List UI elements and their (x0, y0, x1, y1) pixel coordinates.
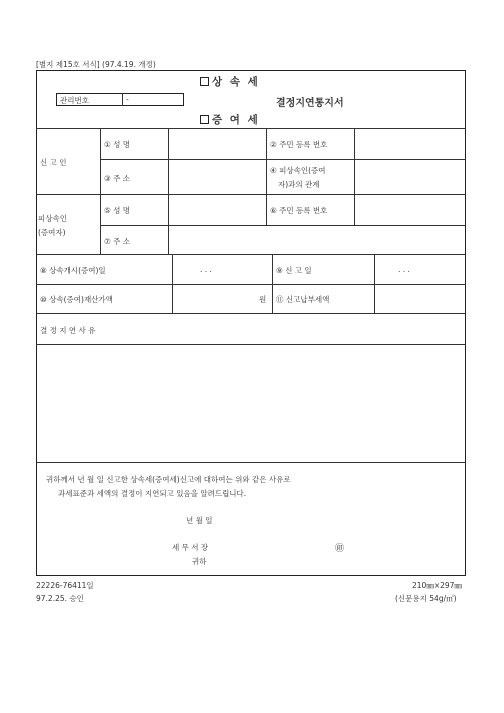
management-number-value[interactable]: - (126, 95, 129, 104)
notice-date: 년 월 일 (186, 516, 213, 525)
report-date-field[interactable]: . . . (398, 265, 410, 274)
management-number-label: 관리번호 (60, 96, 89, 105)
reporter-relation-field[interactable] (356, 161, 464, 192)
reporter-name-field[interactable] (170, 130, 264, 157)
notice-text-line-1: 귀하께서 년 월 일 신고한 상속세(증여세)신고에 대하여는 위와 같은 사유로 (46, 475, 291, 484)
decedent-name-field[interactable] (170, 196, 264, 223)
seal-icon: ㊞ (335, 544, 345, 554)
reporter-rrn-label: ② 주민 등록 번호 (270, 140, 328, 149)
notice-text-line-2: 과세표준과 세액의 결정이 지연되고 있음을 알려드립니다. (58, 489, 247, 498)
checkbox-inheritance-tax[interactable] (200, 77, 209, 86)
paper-type: (신문용지 54g/㎡) (395, 594, 457, 603)
form-main-title: 결정지연통지서 (276, 98, 344, 109)
title-inheritance-tax: 상 속 세 (200, 74, 260, 89)
reporter-relation-label-2: 자)과의 관계 (278, 180, 320, 189)
start-date-label: ⑧ 상속개시(증여)일 (40, 266, 106, 275)
form-reference: [별지 제15호 서식] (97.4.19. 개정) (36, 60, 156, 69)
decedent-name-label: ⑤ 성 명 (104, 206, 130, 215)
delay-reason-label: 결 정 지 연 사 유 (40, 326, 96, 335)
decedent-rrn-field[interactable] (356, 196, 464, 223)
paper-size: 210㎜×297㎜ (412, 581, 462, 590)
form-code: 22226-76411일 (36, 581, 94, 590)
reporter-section-label: 신 고 인 (40, 158, 67, 167)
reporter-rrn-field[interactable] (356, 130, 464, 157)
decedent-section-label-2: (증여자) (38, 228, 66, 237)
tax-office-chief: 세 무 서 장 (172, 543, 209, 552)
decedent-address-field[interactable] (170, 227, 464, 252)
decedent-rrn-label: ⑥ 주민 등록 번호 (270, 206, 328, 215)
reporter-address-label: ③ 주 소 (104, 174, 130, 183)
tax-amount-label: ⑪ 신고납부세액 (276, 295, 330, 304)
reporter-relation-label-1: ④ 피상속인(증여 (270, 166, 326, 175)
checkbox-gift-tax[interactable] (200, 115, 209, 124)
start-date-field[interactable]: . . . (200, 265, 212, 274)
delay-reason-field[interactable] (38, 346, 464, 460)
reporter-name-label: ① 성 명 (104, 140, 130, 149)
currency-label: 원 (259, 295, 267, 304)
report-date-label: ⑨ 신 고 일 (276, 266, 312, 275)
addressee: 귀하 (192, 557, 207, 566)
decedent-section-label-1: 피상속인 (38, 214, 67, 223)
property-value-field[interactable] (174, 286, 254, 311)
approval-date: 97.2.25. 승인 (36, 594, 84, 603)
property-value-label: ⑩ 상속(증여)재산가액 (40, 295, 113, 304)
decedent-address-label: ⑦ 주 소 (104, 237, 130, 246)
reporter-address-field[interactable] (170, 161, 264, 192)
title-gift-tax: 증 여 세 (200, 112, 260, 127)
tax-amount-field[interactable] (376, 286, 464, 311)
